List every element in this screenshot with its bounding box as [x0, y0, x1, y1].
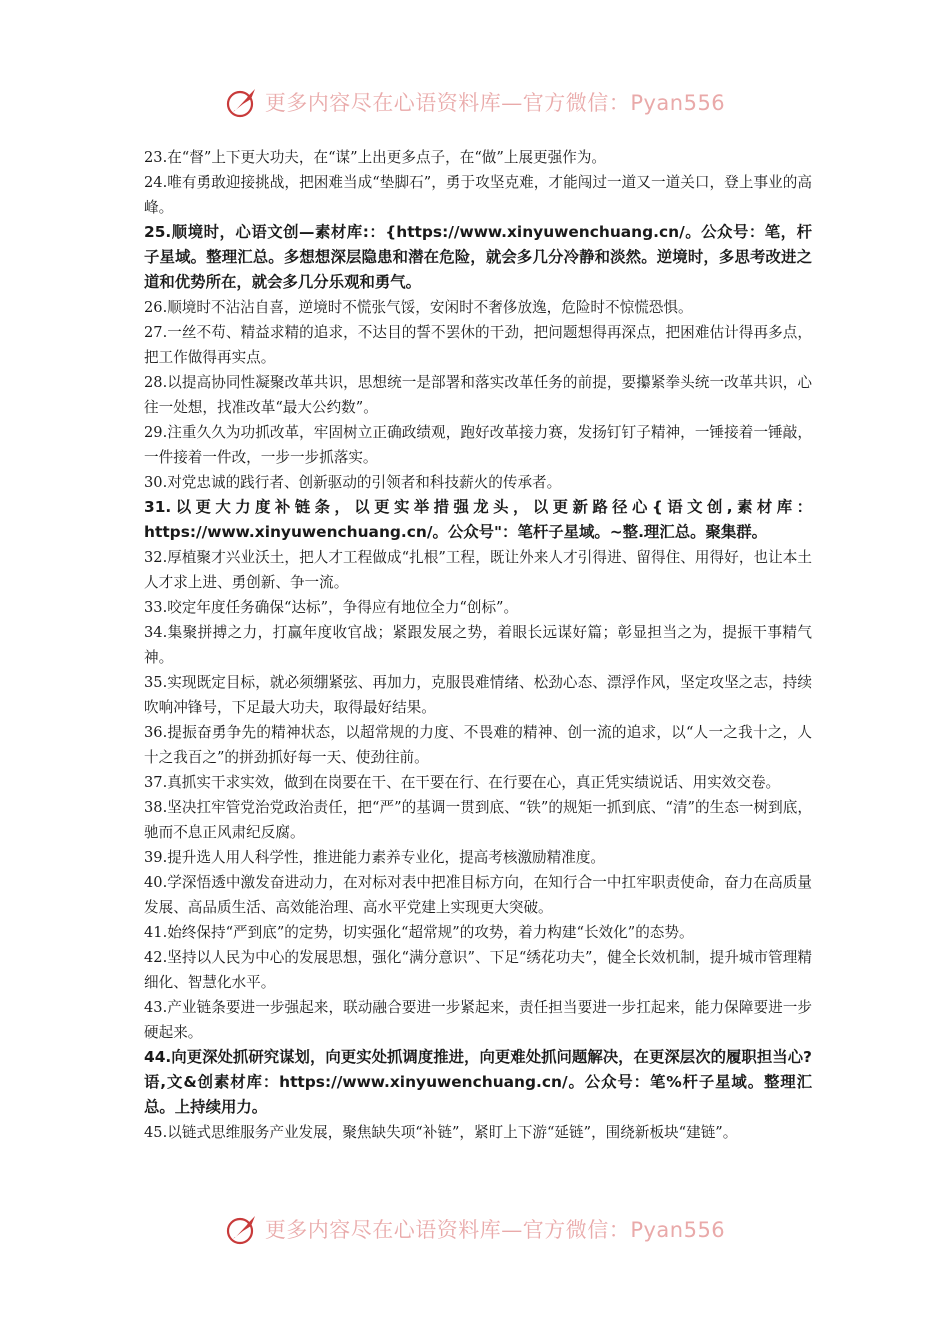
paragraph: 32.厚植聚才兴业沃土，把人才工程做成“扎根”工程，既让外来人才引得进、留得住、用得好，也让本土人才求上进、勇创新、争一流。 [144, 549, 812, 591]
quill-pen-icon [225, 85, 259, 119]
paragraph: 26.顺境时不沾沾自喜，逆境时不慌张气馁，安闲时不奢侈放逸，危险时不惊慌恐惧。 [144, 299, 693, 316]
paragraph: 38.坚决扛牢管党治党政治责任，把“严”的基调一贯到底、“铁”的规矩一抓到底、“清”的生态一树到底，驰而不息正风肃纪反腐。 [144, 799, 812, 841]
paragraph: 37.真抓实干求实效，做到在岗要在干、在干要在行、在行要在心，真正凭实绩说话、用实效交卷。 [144, 774, 781, 791]
paragraph: 24.唯有勇敢迎接挑战，把困难当成“垫脚石”，勇于攻坚克难，才能闯过一道又一道关口，登上事业的高峰。 [144, 174, 812, 216]
paragraph: 23.在“督”上下更大功夫，在“谋”上出更多点子，在“做”上展更强作为。 [144, 149, 607, 166]
paragraph: 28.以提高协同性凝聚改革共识，思想统一是部署和落实改革任务的前提，要攥紧拳头统一改革共识，心往一处想，找准改革“最大公约数”。 [144, 374, 812, 416]
paragraph: 43.产业链条要进一步强起来，联动融合要进一步紧起来，责任担当要进一步扛起来，能力保障要进一步硬起来。 [144, 999, 812, 1041]
paragraph: 34.集聚拼搏之力，打赢年度收官战；紧跟发展之势，着眼长远谋好篇；彰显担当之为，提振干事精气神。 [144, 624, 812, 666]
quill-pen-icon [225, 1212, 259, 1246]
paragraph: 40.学深悟透中激发奋进动力，在对标对表中把准目标方向，在知行合一中扛牢职责使命，奋力在高质量发展、高品质生活、高效能治理、高水平党建上实现更大突破。 [144, 874, 812, 916]
paragraph: 39.提升选人用人科学性，推进能力素养专业化，提高考核激励精准度。 [144, 849, 606, 866]
paragraph: 35.实现既定目标，就必须绷紧弦、再加力，克服畏难情绪、松劲心态、漂浮作风，坚定攻坚之志，持续吹响冲锋号，下足最大功夫，取得最好结果。 [144, 674, 812, 716]
paragraph: 45.以链式思维服务产业发展，聚焦缺失项“补链”，紧盯上下游“延链”，围绕新板块“建链”。 [144, 1124, 738, 1141]
paragraph: 27.一丝不苟、精益求精的追求，不达目的誓不罢休的干劲，把问题想得再深点，把困难估计得再多点，把工作做得再实点。 [144, 324, 812, 366]
paragraph: 25.顺境时，心语文创—素材库:：{https://www.xinyuwenchuang.cn/。公众号：笔，杆子星域。整理汇总。多想想深层隐患和潜在危险，就会多几分冷静和淡然。逆境时，多思考改进之道和优势所在，就会多几分乐观和勇气。 [144, 223, 812, 291]
paragraph: 36.提振奋勇争先的精神状态，以超常规的力度、不畏难的精神、创一流的追求，以“人一之我十之，人十之我百之”的拼劲抓好每一天、使劲往前。 [144, 724, 812, 766]
banner-text: 更多内容尽在心语资料库—官方微信：Pyan556 [264, 1218, 726, 1242]
paragraph: 31.以更大力度补链条，以更实举措强龙头，以更新路径心{语文创,素材库：https://www.xinyuwenchuang.cn/。公众号"：笔杆子星域。~整.理汇总。聚集群。 [144, 498, 812, 541]
paragraph: 44.向更深处抓研究谋划，向更实处抓调度推进，向更难处抓问题解决，在更深层次的履职担当心?语,文&创素材库：https://www.xinyuwenchuang.cn/。公众号：笔%杆子星域。整理汇总。上持续用力。 [144, 1048, 812, 1116]
banner-text: 更多内容尽在心语资料库—官方微信：Pyan556 [264, 91, 726, 115]
paragraph: 42.坚持以人民为中心的发展思想，强化“满分意识”、下足“绣花功夫”，健全长效机制，提升城市管理精细化、智慧化水平。 [144, 949, 812, 991]
paragraph: 33.咬定年度任务确保“达标”，争得应有地位全力“创标”。 [144, 599, 519, 616]
paragraph: 41.始终保持“严到底”的定势，切实强化“超常规”的攻势，着力构建“长效化”的态势。 [144, 924, 694, 941]
header-banner [0, 80, 950, 124]
document-body [144, 145, 812, 1145]
paragraph: 29.注重久久为功抓改革，牢固树立正确政绩观，跑好改革接力赛，发扬钉钉子精神，一锤接着一锤敲，一件接着一件改，一步一步抓落实。 [144, 424, 812, 466]
footer-banner [0, 1207, 950, 1251]
paragraph: 30.对党忠诚的践行者、创新驱动的引领者和科技薪火的传承者。 [144, 474, 562, 491]
